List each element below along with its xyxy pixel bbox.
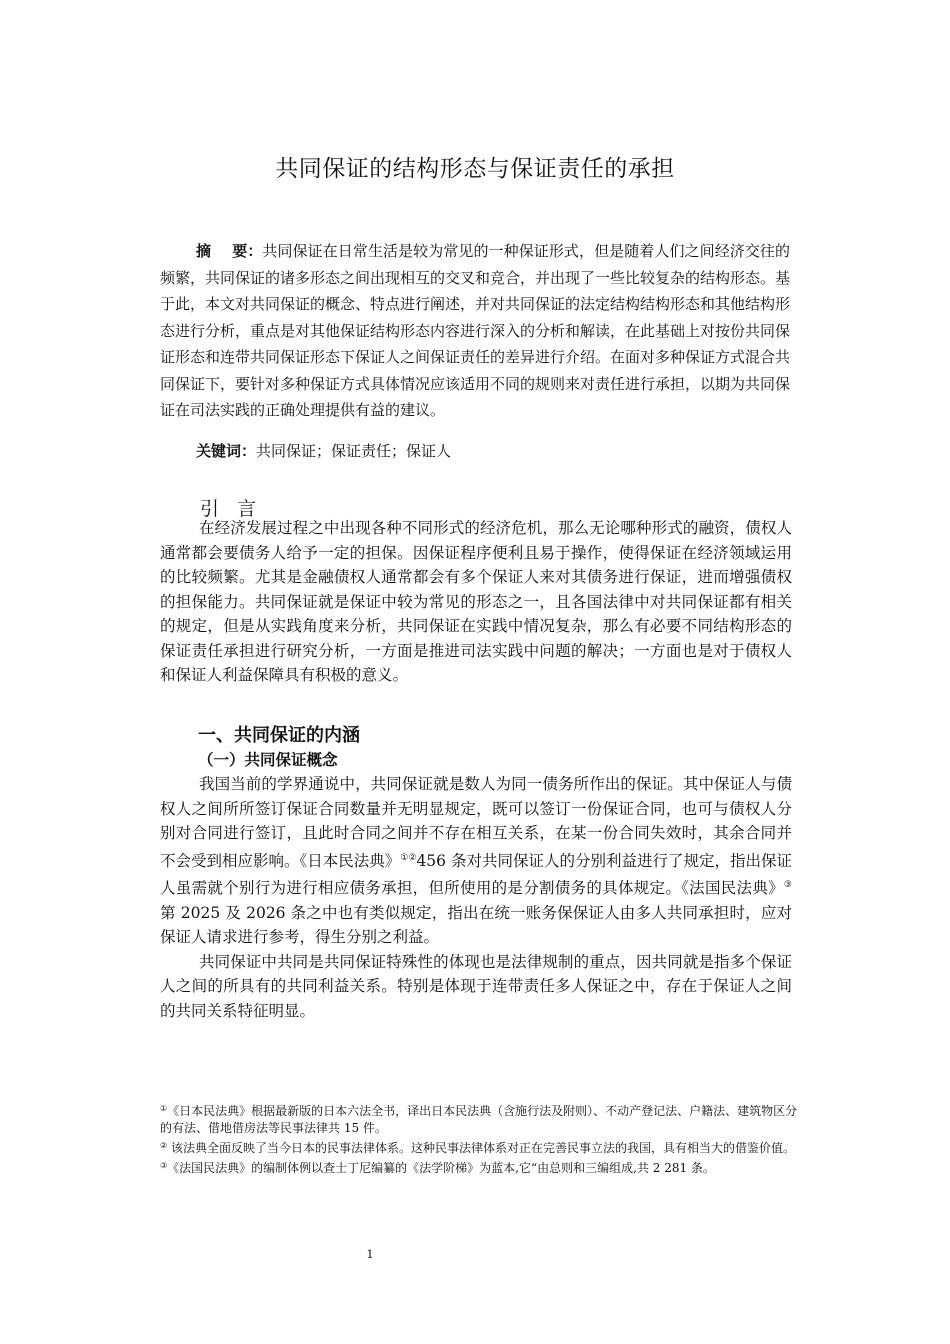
- footnote-ref-1-2: ①②: [400, 852, 417, 863]
- section1-paragraph-2: 共同保证中共同是共同保证特殊性的体现也是法律规制的重点，因共同就是指多个保证人之间的所具有的共同利益关系。特别是体现于连带责任多人保证之中，存在于保证人之间的共同关系特征明显。: [160, 952, 792, 1020]
- abstract-label: 摘 要：: [196, 242, 263, 260]
- abstract-text: 共同保证在日常生活是较为常见的一种保证形式，但是随着人们之间经济交往的频繁，共同保证的诸多形态之间出现相互的交叉和竞合，并出现了一些比较复杂的结构形态。基于此，本文对共同保证的概念、特点进行阐述，并对共同保证的法定结构结构形态和其他结构形态进行分析，重点是对其他保证结构形态内容进行深入的分析和解读，在此基础上对按份共同保证形态和连带共同保证形态下保证人之间保证责任的差异进行介绍。在面对多种保证方式混合共同保证下，要针对多种保证方式具体情况应该适用不同的规则来对责任进行承担，以期为共同保证在司法实践的正确处理提供有益的建议。: [160, 242, 791, 419]
- page-number: 1: [366, 1248, 374, 1261]
- footnotes: [160, 1100, 800, 1177]
- p1-part2: 456 条对共同保证人的分别利益进行了规定，指出保证人虽需就个别行为进行相应债务承担，但所使用的是分割债务的具体规定。《法国民法典》: [160, 851, 792, 898]
- footnote-mark: ②: [160, 1141, 168, 1150]
- section1-sub1-heading: （一）共同保证概念: [198, 751, 338, 769]
- footnote-2: [160, 1137, 800, 1157]
- footnote-3: [160, 1157, 800, 1177]
- p1-part3: 第 2025 及 2026 条之中也有类似规定，指出在统一账务保保证人由多人共同承担时，应对保证人请求进行参考，得生分别之利益。: [160, 903, 792, 947]
- footnote-1: [160, 1100, 800, 1137]
- footnote-ref-3: ③: [783, 880, 792, 891]
- intro-section: [160, 516, 792, 688]
- footnote-text: 《日本民法典》根据最新版的日本六法全书，译出日本民法典（含施行法及附则）、不动产登记法、户籍法、建筑物区分的有法、借地借房法等民事法律共 15 件。: [160, 1104, 798, 1135]
- keywords-text: 共同保证；保证责任；保证人: [256, 442, 452, 460]
- keywords: [196, 440, 451, 461]
- section1-paragraph-1: [160, 772, 792, 950]
- abstract: [160, 238, 790, 424]
- document-title: 共同保证的结构形态与保证责任的承担: [275, 156, 675, 182]
- footnote-text: 该法典全面反映了当今日本的民事法律体系。这种民事法律体系对正在完善民事立法的我国，具有相当大的借鉴价值。: [167, 1141, 795, 1155]
- section1-body: [160, 772, 792, 1023]
- footnote-mark: ③: [160, 1161, 168, 1170]
- intro-paragraph: 在经济发展过程之中出现各种不同形式的经济危机，那么无论哪种形式的融资，债权人通常都会要债务人给予一定的担保。因保证程序便利且易于操作，使得保证在经济领域运用的比较频繁。尤其是金融债权人通常都会有多个保证人来对其债务进行保证，进而增强债权的担保能力。共同保证就是保证中较为常见的形态之一，且各国法律中对共同保证都有相关的规定，但是从实践角度来分析，共同保证在实践中情况复杂，那么有必要不同结构形态的保证责任承担进行研究分析，一方面是推进司法实践中问题的解决；一方面也是对于债权人和保证人利益保障具有积极的意义。: [160, 519, 792, 684]
- footnote-text: 《法国民法典》的编制体例以查士丁尼编纂的《法学阶梯》为蓝本,它“由总则和三编组成,共 2 281 条。: [167, 1161, 715, 1175]
- keywords-label: 关键词：: [196, 442, 257, 460]
- footnote-mark: ①: [160, 1104, 168, 1113]
- intro-heading: 引言: [200, 498, 275, 520]
- p1-part1: 我国当前的学界通说中，共同保证就是数人为同一债务所作出的保证。其中保证人与债权人之间所所签订保证合同数量并无明显规定，既可以签订一份保证合同，也可与债权人分别对合同进行签订，且此时合同之间并不存在相互关系，在某一份合同失效时，其余合同并不会受到相应影响。《日本民法典》: [160, 775, 792, 870]
- section1-heading: 一、共同保证的内涵: [198, 725, 360, 746]
